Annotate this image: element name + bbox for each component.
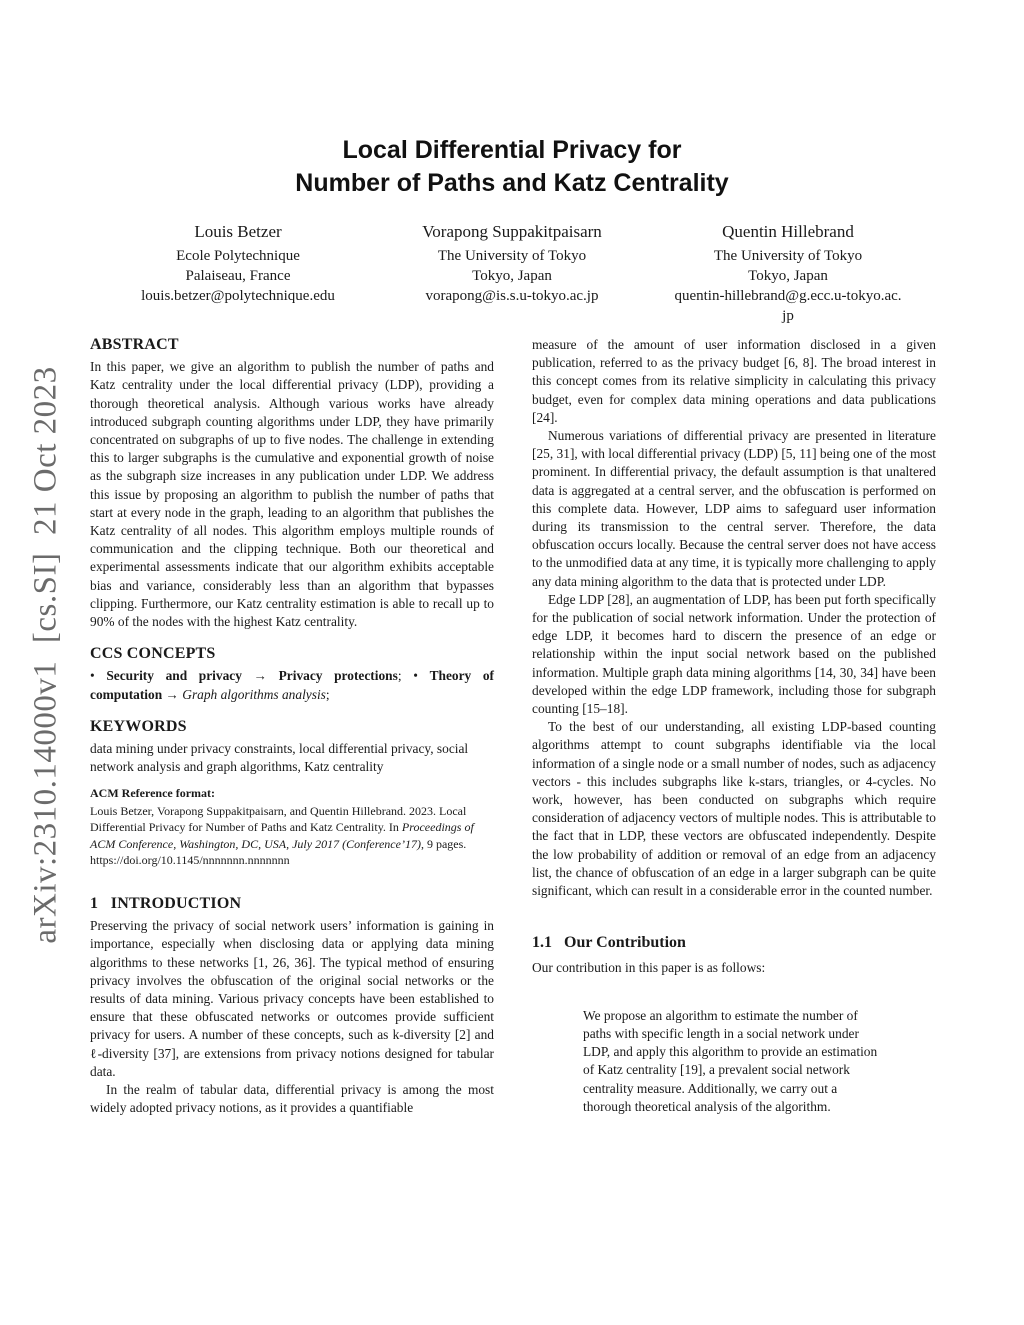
author-name: Louis Betzer [194, 222, 282, 241]
introduction-heading: 1 INTRODUCTION [90, 895, 242, 913]
acm-reference-heading: ACM Reference format: [90, 786, 216, 801]
abstract-text: In this paper, we give an algorithm to publish the number of paths and Katz centrality under the local differential privacy (LDP), providing a thorough theoretical analysis. Although various works have already introduced subgraph counting algorithms under LDP, they have primarily concentrated on subgraphs of up to five nodes. The challenge in extending this to larger subgraphs is the cumulative and exponential growth of noise as the subgraph size increases in any publication under LDP. We address this issue by proposing an algorithm to publish the number of paths that start at every node in the graph, leading to an algorithm that publishes the Katz centrality of all nodes. This algorithm employs multiple rounds of communication and the clipping technique. Both our theoretical and experimental assessments indicate that our algorithm exhibits acceptable bias and variance, considerably less than an algorithm that bypasses clipping. Furthermore, our Katz centrality estimation is able to recall up to 90% of the nodes with the highest Katz centrality. [90, 359, 494, 630]
author-block-3 [638, 220, 938, 326]
right-paragraph-3: Edge LDP [28], an augmentation of LDP, has been put forth specifically for the publication of social network information. Under the protection of edge LDP, it becomes hard to discern the presence of an edge or relationship within the input social network based on the published information. Multiple graph data mining algorithms [14, 30, 34] have been developed within the edge LDP framework, including those for subgraph counting [15–18]. [532, 591, 936, 717]
keywords-heading: KEYWORDS [90, 717, 187, 735]
contribution-intro: Our contribution in this paper is as follows: [532, 959, 766, 975]
acm-reference [90, 784, 494, 869]
intro-paragraph-1: Preserving the privacy of social network users’ information is gaining in importance, especially when disclosing data or applying data mining algorithms to these networks [1, 26, 36]. The typical method of ensuring privacy involves the obfuscation of the original social networks or the results of data mining. Various privacy concepts have been established to ensure that these obfuscated networks or outcomes provide sufficient privacy for users. A number of these concepts, such as k-diversity [2] and ℓ-diversity [37], are extensions from privacy notions designed for tabular data. [90, 918, 494, 1079]
ccs-section [90, 645, 494, 704]
author-block-1 [88, 220, 388, 306]
author-email: vorapong@is.s.u-tokyo.ac.jp [425, 288, 599, 304]
right-paragraph-1: measure of the amount of user information disclosed in a given publication, referred to as the privacy budget [6, 8]. The broad interest in this concept comes from its relative simplicity in calculating this privacy budget, even for complex data mining operations and data publications [24]. [532, 337, 936, 425]
author-affiliation: The University of Tokyo [713, 248, 863, 264]
author-block-2 [362, 220, 662, 306]
author-email: louis.betzer@polytechnique.edu [141, 288, 335, 304]
author-name: Quentin Hillebrand [722, 222, 854, 241]
keywords-section [90, 718, 494, 777]
author-location: Tokyo, Japan [748, 268, 828, 284]
right-paragraph-4: To the best of our understanding, all existing LDP-based counting algorithms attempt to count subgraphs identifiable via the local information of a single node or a small number of nodes, such as adjacency vectors - this includes subgraphs like k-stars, triangles, or 4-cycles. No work, however, has been conducted on subgraphs which require consideration of adjacency vectors of multiple nodes. This is attributable to the fact that in LDP, these vectors are obfuscated independently. Despite the low probability of addition or removal of an edge from an adjacency list, the chance of obfuscation of an edge in a larger subgraph can be quite significant, which can result in a considerable error in the counted number. [532, 719, 936, 899]
right-paragraph-2: Numerous variations of differential privacy are presented in literature [25, 31], with local differential privacy (LDP) [5, 11] being one of the most prominent. In differential privacy, the default assumption is that unaltered data is aggregated at a central server, and the obfuscation is performed on this complete data. However, LDP aims to safeguard user information during its transmission to the central server. Therefore, the data obfuscation occurs locally. Because the central server does not have access to the unmodified data at any time, it is typically more challenging to apply any data mining algorithm to the data that is protected under LDP. [532, 428, 936, 589]
left-column [90, 336, 494, 1117]
acm-reference-text: Louis Betzer, Vorapong Suppakitpaisarn, and Quentin Hillebrand. 2023. Local Differential Privacy for Number of Paths and Katz Centrality. In Proceedings of ACM Conference, Washington, DC, USA, July 2017 (Conference’17), 9 pages. [90, 803, 474, 851]
ccs-heading: CCS CONCEPTS [90, 645, 216, 663]
keywords-text: data mining under privacy constraints, local differential privacy, social network analysis and graph algorithms, Katz centrality [90, 741, 469, 775]
doi-link[interactable]: https://doi.org/10.1145/nnnnnnn.nnnnnnn [90, 853, 290, 868]
title-line-1: Local Differential Privacy for [342, 136, 682, 164]
author-name: Vorapong Suppakitpaisarn [422, 222, 602, 241]
arxiv-identifier: arXiv:2310.14000v1 [cs.SI] 21 Oct 2023 [27, 366, 64, 944]
author-location: Tokyo, Japan [472, 268, 552, 284]
contribution-heading: 1.1 Our Contribution [532, 934, 686, 952]
ccs-concepts-text: • Security and privacy → Privacy protections; • Theory of computation → Graph algorithms analysis; [90, 668, 495, 702]
introduction-section [90, 895, 494, 1117]
right-column [532, 336, 936, 1116]
author-email: quentin-hillebrand@g.ecc.u-tokyo.ac. jp [674, 288, 902, 324]
title-line-2: Number of Paths and Katz Centrality [295, 169, 729, 197]
intro-paragraph-2: In the realm of tabular data, differential privacy is among the most widely adopted privacy notions, as it provides a quantifiable [90, 1082, 494, 1116]
author-affiliation: Ecole Polytechnique [176, 248, 300, 264]
contribution-quote: We propose an algorithm to estimate the number of paths with specific length in a social network under LDP, and apply this algorithm to provide an estimation of Katz centrality [19], a prevalent social network centrality measure. Additionally, we carry out a thorough theoretical analysis of the algorithm. [583, 1007, 878, 1114]
arxiv-sidebar [28, 360, 64, 950]
author-location: Palaiseau, France [185, 268, 291, 284]
abstract-heading: ABSTRACT [90, 336, 179, 353]
paper-title [0, 134, 1024, 200]
author-affiliation: The University of Tokyo [437, 248, 587, 264]
